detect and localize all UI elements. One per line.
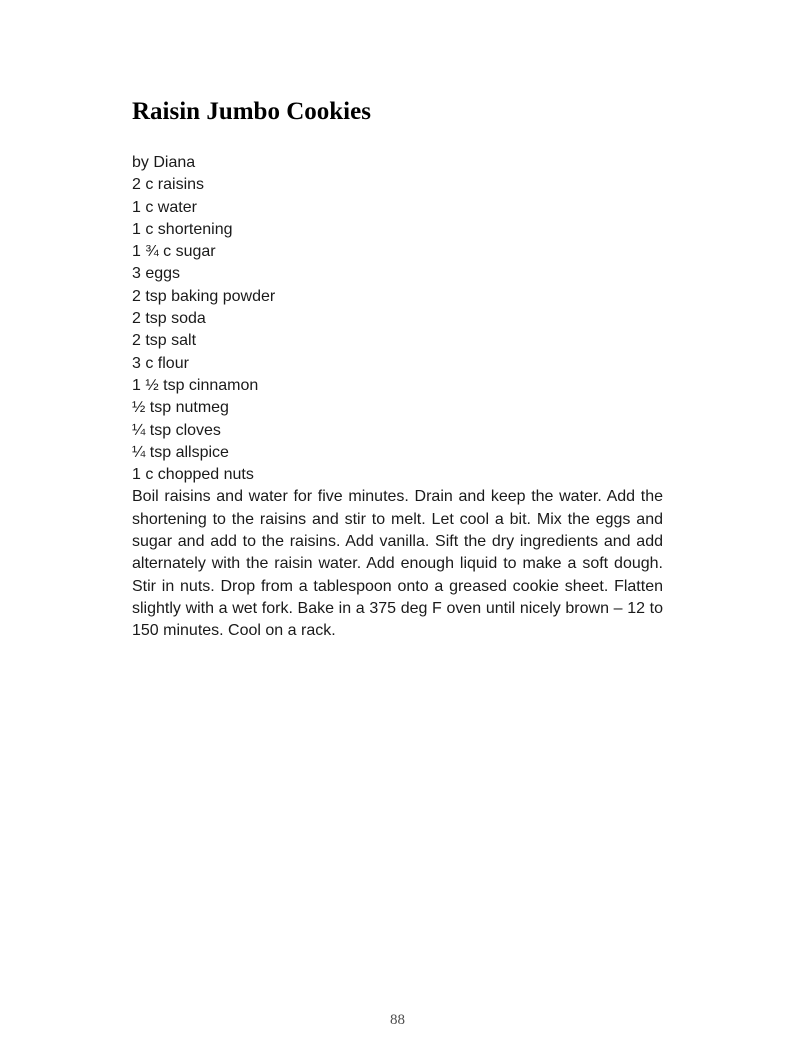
ingredient-line: 1 ½ tsp cinnamon (132, 376, 259, 394)
ingredient-line: ½ tsp nutmeg (132, 399, 229, 417)
ingredient-line: 3 eggs (132, 265, 181, 283)
recipe-title: Raisin Jumbo Cookies (132, 98, 371, 125)
ingredient-line: 2 tsp soda (132, 310, 206, 328)
ingredient-line: 1 ¾ c sugar (132, 243, 216, 261)
byline: by Diana (132, 154, 196, 171)
ingredient-line: ¼ tsp cloves (132, 421, 221, 439)
ingredient-line: 2 tsp salt (132, 332, 197, 350)
ingredient-line: ¼ tsp allspice (132, 443, 229, 461)
ingredient-list (132, 174, 663, 486)
recipe-content (132, 97, 663, 643)
instructions-paragraph: Boil raisins and water for five minutes. Drain and keep the water. Add the shortening to the raisins and stir to melt. Let cool a bit. Mix the eggs and sugar and add to the raisins. Add vanilla. Sift the dry ingredients and add alternately with the raisin water. Add enough liquid to make a soft dough. Stir in nuts. Drop from a tablespoon onto a greased cookie sheet. Flatten slightly with a wet fork. Bake in a 375 deg F oven until nicely brown – 12 to 150 minutes. Cool on a rack. (132, 488, 663, 640)
ingredient-line: 1 c chopped nuts (132, 466, 254, 484)
ingredient-line: 3 c flour (132, 354, 189, 372)
recipe-body (132, 152, 663, 643)
page-number: 88 (390, 1012, 405, 1028)
ingredient-line: 2 c raisins (132, 176, 205, 194)
ingredient-line: 1 c water (132, 198, 197, 216)
ingredient-line: 2 tsp baking powder (132, 287, 276, 305)
ingredient-line: 1 c shortening (132, 220, 233, 238)
